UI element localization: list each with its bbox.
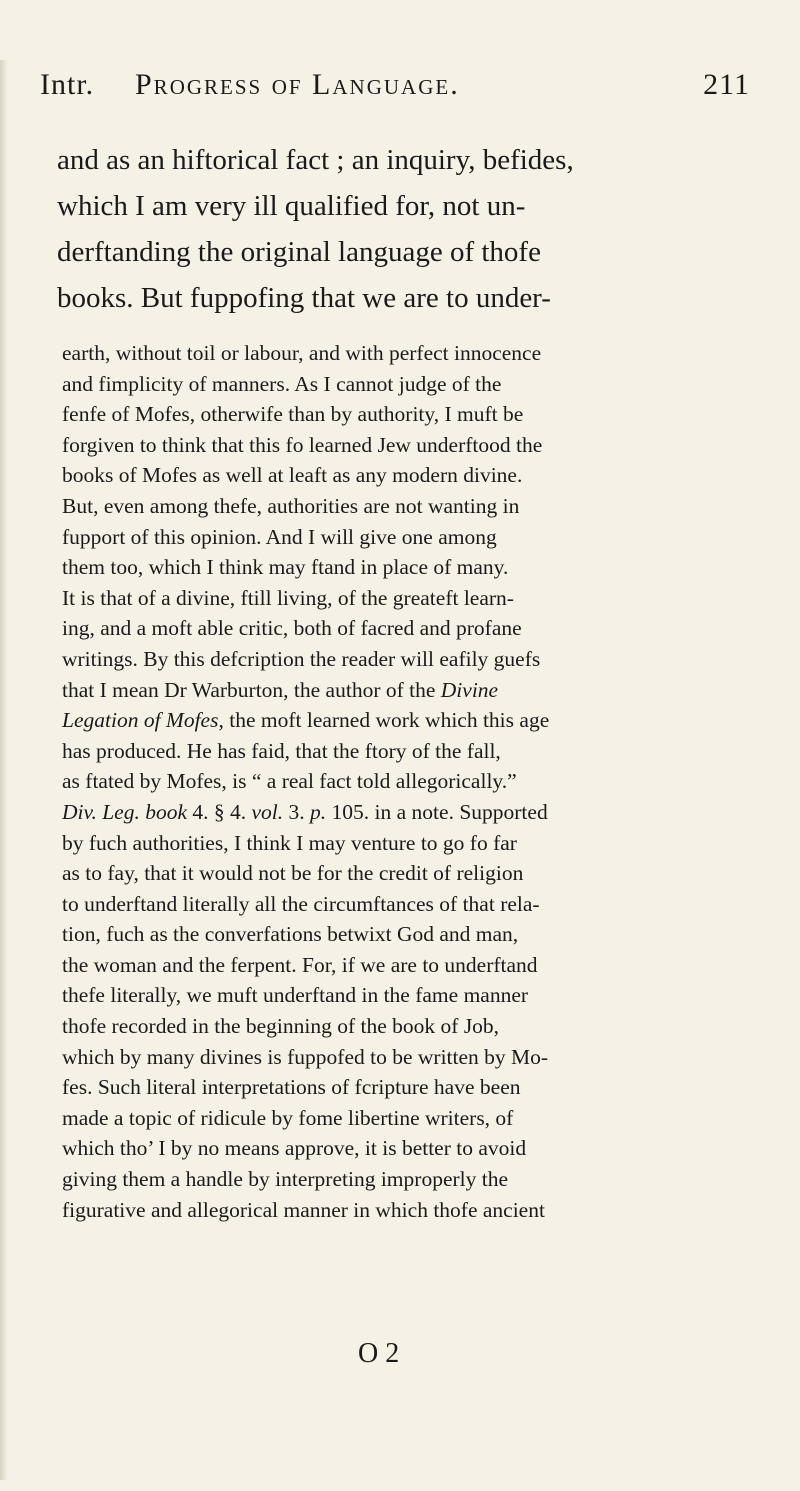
note-line: forgiven to think that this fo learned Jew underftood the xyxy=(62,432,543,457)
text-line: derftanding the original language of thofe xyxy=(57,236,541,268)
note-line xyxy=(62,705,757,736)
page-number: 211 xyxy=(703,68,750,101)
citation-part: 4. § 4. xyxy=(187,799,252,824)
header-section: Intr. xyxy=(40,68,95,101)
citation-part: 105. in a note. Supported xyxy=(326,799,548,824)
note-line-part: that I mean Dr Warburton, the author of the xyxy=(62,677,441,702)
note-line: fupport of this opinion. And I will give one among xyxy=(62,524,497,549)
note-line: them too, which I think may ftand in place of many. xyxy=(62,555,509,580)
note-line: fenfe of Mofes, otherwife than by authority, I muft be xyxy=(62,402,524,427)
footnote-text xyxy=(62,338,757,1225)
citation-vol: vol. xyxy=(251,799,284,824)
book-title-italic: Legation of Mofes xyxy=(62,708,219,733)
note-line: ing, and a moft able critic, both of facred and profane xyxy=(62,616,522,641)
note-line: fes. Such literal interpretations of fcripture have been xyxy=(62,1075,521,1100)
note-line: books of Mofes as well at leaft as any modern divine. xyxy=(62,463,523,488)
page-gutter-shadow xyxy=(0,60,8,1480)
text-line: which I am very ill qualified for, not un- xyxy=(57,190,526,222)
text-line: and as an hiftorical fact ; an inquiry, befides, xyxy=(57,144,574,176)
note-line: which by many divines is fuppofed to be written by Mo- xyxy=(62,1044,549,1069)
note-line: has produced. He has faid, that the ftory of the fall, xyxy=(62,738,501,763)
header-title: Progress of Language. xyxy=(135,68,460,101)
note-line: which tho’ I by no means approve, it is better to avoid xyxy=(62,1136,527,1161)
citation-title: Div. Leg. book xyxy=(62,799,187,824)
note-line: as to fay, that it would not be for the credit of religion xyxy=(62,861,524,886)
signature-mark: O 2 xyxy=(358,1338,400,1369)
note-line: figurative and allegorical manner in which thofe ancient xyxy=(62,1197,545,1222)
book-title-italic: Divine xyxy=(440,677,499,702)
note-line: by fuch authorities, I think I may venture to go fo far xyxy=(62,830,517,855)
note-line: to underftand literally all the circumftances of that rela- xyxy=(62,891,540,916)
note-line: the woman and the ferpent. For, if we are to underftand xyxy=(62,952,538,977)
text-line: books. But fuppofing that we are to under- xyxy=(57,282,551,314)
citation-line xyxy=(62,797,757,828)
note-line: and fimplicity of manners. As I cannot judge of the xyxy=(62,371,502,396)
note-line: But, even among thefe, authorities are not wanting in xyxy=(62,493,520,518)
note-line xyxy=(62,675,757,706)
note-line: thefe literally, we muft underftand in the fame manner xyxy=(62,983,529,1008)
citation-page: p. xyxy=(310,799,327,824)
note-line: earth, without toil or labour, and with perfect innocence xyxy=(62,341,542,365)
note-line: thofe recorded in the beginning of the book of Job, xyxy=(62,1014,500,1039)
main-text xyxy=(57,137,757,321)
note-line: tion, fuch as the converfations betwixt God and man, xyxy=(62,922,519,947)
note-line: It is that of a divine, ftill living, of the greateft learn- xyxy=(62,585,514,610)
running-header xyxy=(40,68,760,108)
note-line: writings. By this defcription the reader will eafily guefs xyxy=(62,646,541,671)
note-line: made a topic of ridicule by fome libertine writers, of xyxy=(62,1105,514,1130)
note-line-part: , the moft learned work which this age xyxy=(218,708,550,733)
note-line: giving them a handle by interpreting improperly the xyxy=(62,1167,509,1192)
note-line: as ftated by Mofes, is “ a real fact told allegorically.” xyxy=(62,769,517,794)
citation-part: 3. xyxy=(283,799,311,824)
